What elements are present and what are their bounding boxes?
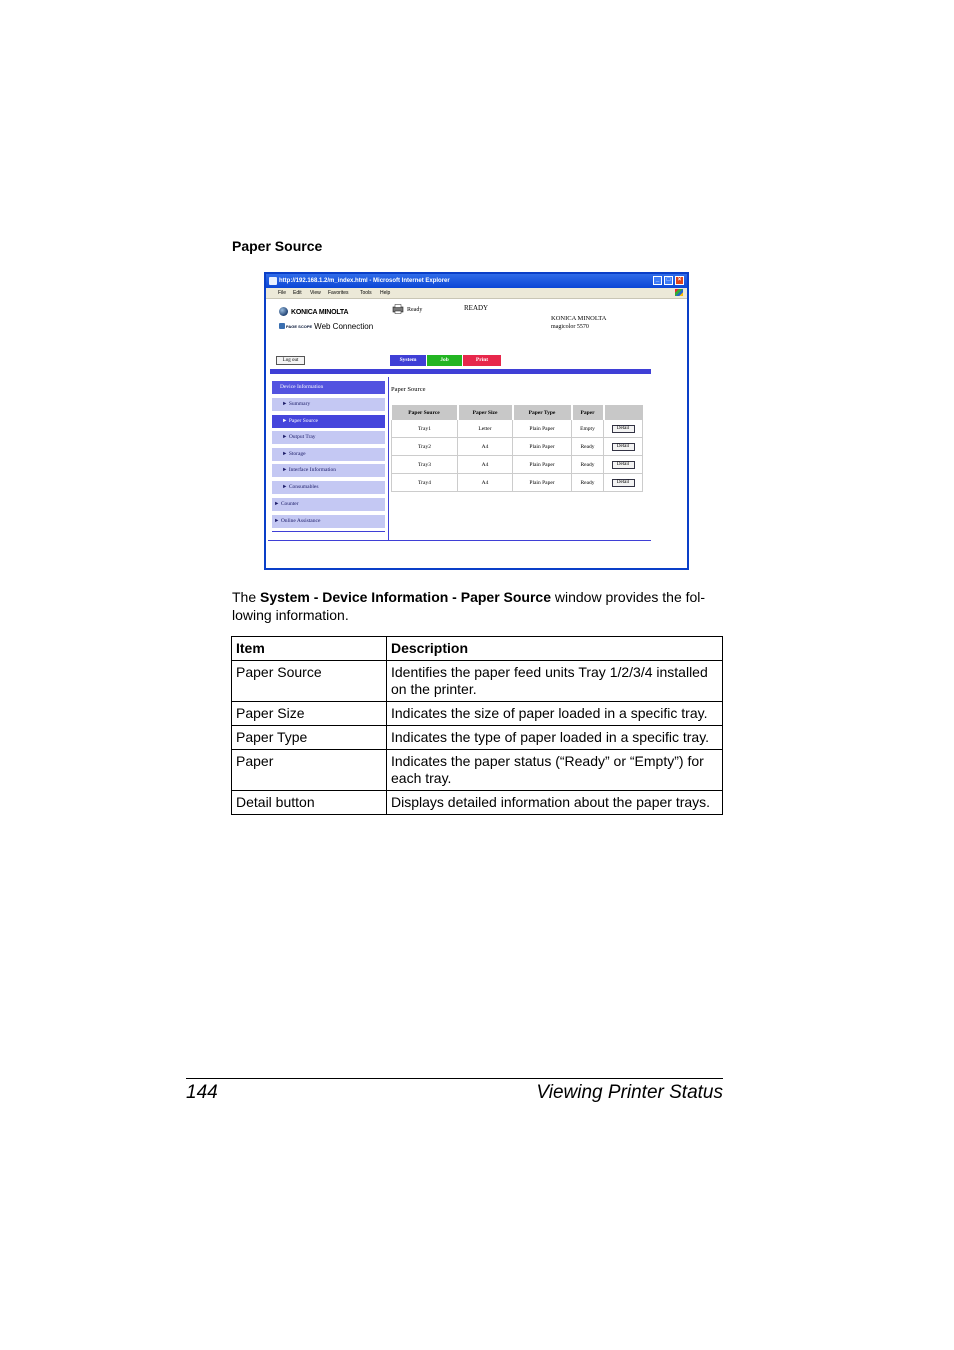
table-row xyxy=(232,702,723,726)
table-row xyxy=(392,438,653,456)
table-cell: Ready xyxy=(572,438,604,456)
sidebar-divider xyxy=(272,531,385,532)
tab-print[interactable]: Print xyxy=(463,355,501,366)
sidebar-item-output-tray[interactable]: ► Output Tray xyxy=(272,431,385,444)
column-header-paper-source: Paper Source xyxy=(392,405,458,420)
printer-icon xyxy=(392,304,404,314)
table-cell: Plain Paper xyxy=(513,456,572,474)
menu-bar xyxy=(266,288,687,299)
description-cell: Indicates the size of paper loaded in a specific tray. xyxy=(387,702,723,726)
table-cell: Plain Paper xyxy=(513,420,572,438)
column-header-detail xyxy=(604,405,643,420)
internet-explorer-icon xyxy=(269,277,277,285)
menu-tools[interactable]: Tools xyxy=(360,290,372,296)
table-row xyxy=(392,456,653,474)
table-cell xyxy=(604,456,643,474)
menu-file[interactable]: File xyxy=(278,290,287,296)
table-cell: Tray2 xyxy=(392,438,458,456)
sidebar-item-paper-source[interactable]: ► Paper Source xyxy=(272,415,385,428)
table-cell: Plain Paper xyxy=(513,438,572,456)
content-title: Paper Source xyxy=(391,386,426,393)
tab-system[interactable]: System xyxy=(390,355,426,366)
table-cell: A4 xyxy=(458,474,513,492)
table-cell: Letter xyxy=(458,420,513,438)
sidebar-item-interface-information[interactable]: ► Interface Information xyxy=(272,464,385,477)
windows-flag-icon xyxy=(675,289,683,296)
footer-rule xyxy=(186,1078,723,1079)
pagescope-icon: PAGE SCOPE xyxy=(279,323,312,329)
browser-window-screenshot xyxy=(264,272,689,570)
section-heading: Paper Source xyxy=(232,238,323,254)
menu-favorites[interactable]: Favorites xyxy=(328,290,349,296)
table-cell xyxy=(604,438,643,456)
table-cell: Plain Paper xyxy=(513,474,572,492)
table-cell: Tray1 xyxy=(392,420,458,438)
menu-edit[interactable]: Edit xyxy=(293,290,302,296)
window-path: System - Device Information - Paper Source xyxy=(260,589,551,605)
konica-minolta-logo: KONICA MINOLTA xyxy=(279,307,348,316)
globe-icon xyxy=(279,307,288,316)
detail-button[interactable]: Detail xyxy=(612,425,635,433)
menu-view[interactable]: View xyxy=(310,290,321,296)
item-cell: Paper Type xyxy=(232,726,387,750)
sidebar-item-counter[interactable]: ► Counter xyxy=(272,498,385,511)
window-titlebar xyxy=(266,274,687,288)
detail-button[interactable]: Detail xyxy=(612,461,635,469)
table-row xyxy=(232,661,723,702)
table-cell: Tray3 xyxy=(392,456,458,474)
paper-source-table xyxy=(391,405,653,492)
sidebar-item-device-information[interactable]: Device Information xyxy=(272,381,385,394)
table-cell xyxy=(604,420,643,438)
minimize-icon[interactable]: _ xyxy=(653,276,662,285)
column-header-paper-size: Paper Size xyxy=(458,405,513,420)
table-cell: Ready xyxy=(572,456,604,474)
table-cell: Ready xyxy=(572,474,604,492)
maximize-icon[interactable]: □ xyxy=(664,276,673,285)
table-row xyxy=(232,791,723,815)
status-text: Ready xyxy=(407,307,423,313)
table-row xyxy=(232,750,723,791)
description-cell: Displays detailed information about the paper trays. xyxy=(387,791,723,815)
window-title: http://192.168.1.2/m_index.html - Microsoft Internet Explorer xyxy=(279,278,450,284)
table-row xyxy=(392,474,653,492)
detail-button[interactable]: Detail xyxy=(612,479,635,487)
close-icon[interactable]: × xyxy=(675,276,684,285)
chapter-title: Viewing Printer Status xyxy=(536,1082,723,1103)
detail-button[interactable]: Detail xyxy=(612,443,635,451)
intro-paragraph: The System - Device Information - Paper Source window provides the fol-lowing information. xyxy=(232,589,706,623)
column-header-paper: Paper xyxy=(572,405,604,420)
column-header-description: Description xyxy=(387,637,723,661)
model-name: magicolor 5570 xyxy=(551,324,589,330)
menu-help[interactable]: Help xyxy=(380,290,391,296)
logout-button[interactable]: Log out xyxy=(276,356,305,365)
table-cell: A4 xyxy=(458,456,513,474)
item-cell: Paper xyxy=(232,750,387,791)
tab-job[interactable]: Job xyxy=(427,355,462,366)
web-page xyxy=(266,299,687,570)
sidebar-item-storage[interactable]: ► Storage xyxy=(272,448,385,461)
sidebar-item-summary[interactable]: ► Summary xyxy=(272,398,385,411)
table-cell: Tray4 xyxy=(392,474,458,492)
web-connection-logo: PAGE SCOPE Web Connection xyxy=(279,322,373,331)
status-panel-text: READY xyxy=(464,304,489,312)
page-number: 144 xyxy=(186,1082,218,1103)
table-row xyxy=(392,420,653,438)
table-cell xyxy=(604,474,643,492)
table-cell: A4 xyxy=(458,438,513,456)
description-cell: Indicates the paper status (“Ready” or “Empty”) for each tray. xyxy=(387,750,723,791)
content-divider xyxy=(388,377,389,540)
sidebar-item-online-assistance[interactable]: ► Online Assistance xyxy=(272,515,385,528)
sidebar-item-consumables[interactable]: ► Consumables xyxy=(272,481,385,494)
column-header-paper-type: Paper Type xyxy=(513,405,572,420)
vendor-name: KONICA MINOLTA xyxy=(551,315,607,322)
header-divider xyxy=(270,369,651,374)
description-cell: Indicates the type of paper loaded in a specific tray. xyxy=(387,726,723,750)
footer-divider xyxy=(268,540,651,541)
description-table xyxy=(231,636,723,815)
description-cell: Identifies the paper feed units Tray 1/2/3/4 installed on the printer. xyxy=(387,661,723,702)
item-cell: Detail button xyxy=(232,791,387,815)
item-cell: Paper Size xyxy=(232,702,387,726)
item-cell: Paper Source xyxy=(232,661,387,702)
table-cell: Empty xyxy=(572,420,604,438)
table-row xyxy=(232,726,723,750)
column-header-item: Item xyxy=(232,637,387,661)
